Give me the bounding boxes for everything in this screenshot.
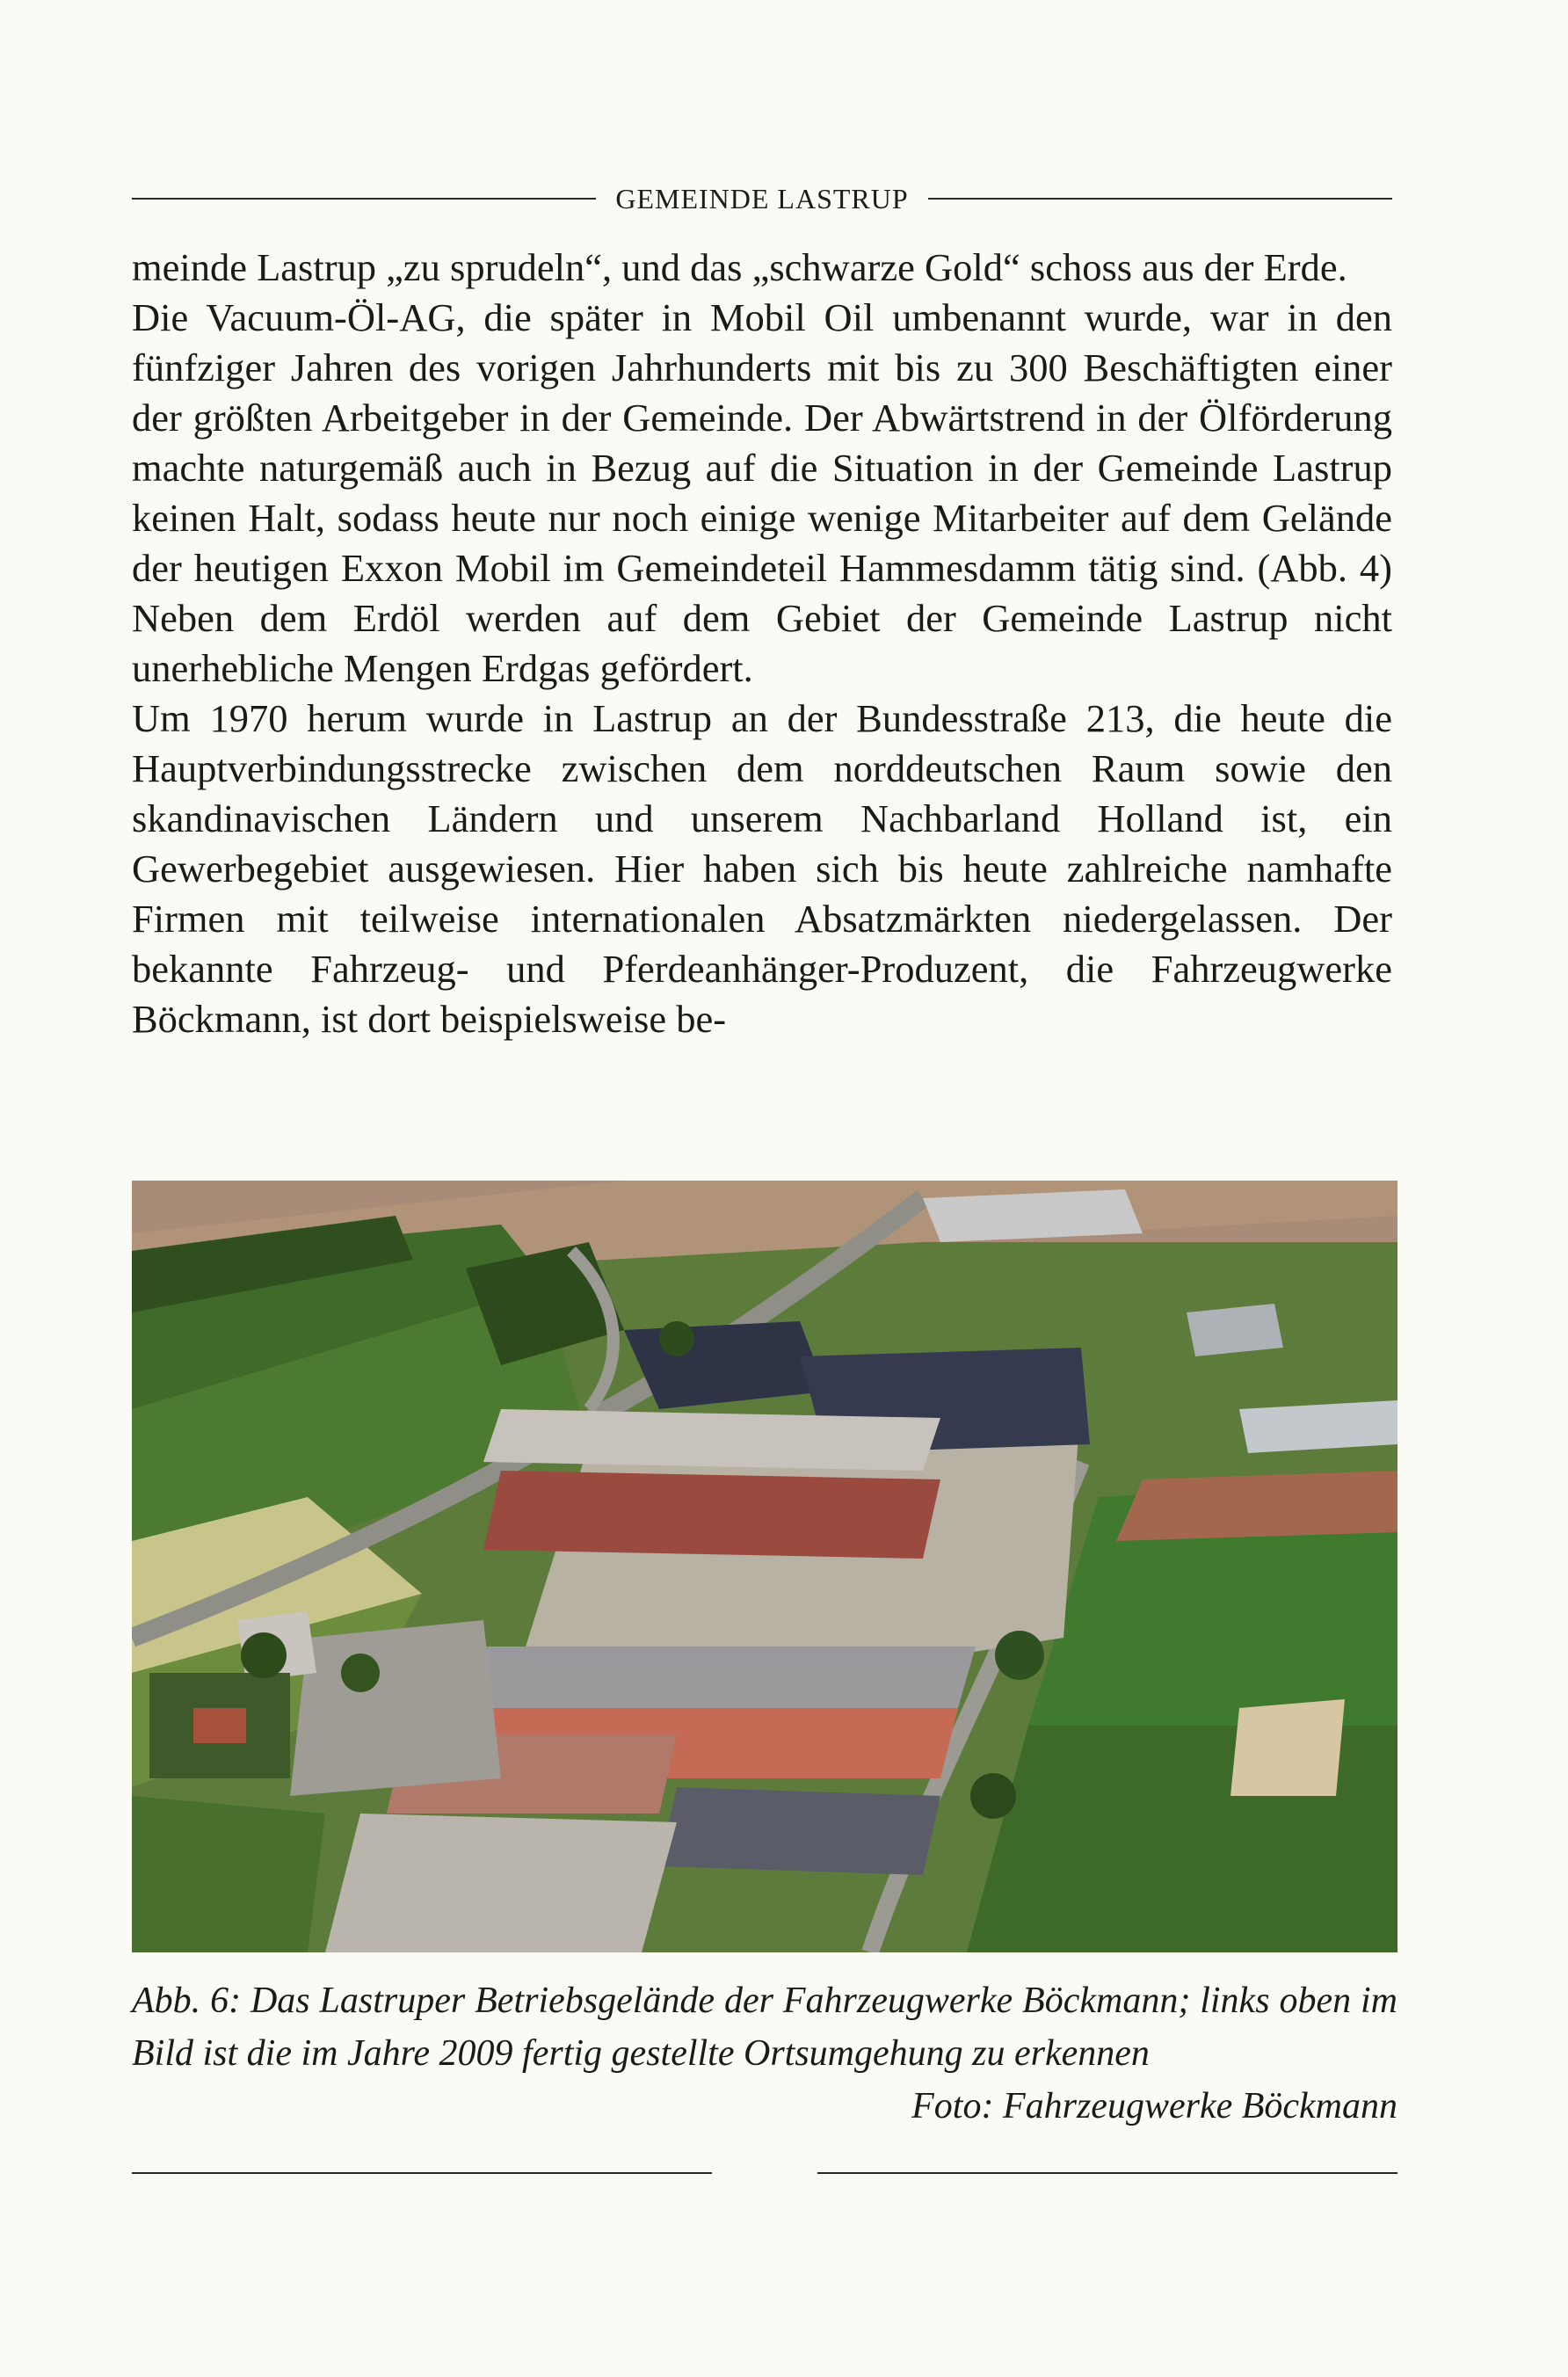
photo-credit: Foto: Fahrzeugwerke Böckmann (911, 2086, 1397, 2126)
footer-rule-left (132, 2172, 712, 2174)
header-rule-left (132, 198, 596, 200)
figure-caption (132, 1974, 1397, 2133)
paragraph-1: meinde Lastrup „zu sprudeln“, und das „schwarze Gold“ schoss aus der Erde. (132, 245, 1347, 289)
caption-text: Abb. 6: Das Lastruper Betriebsgelände der Fahrzeugwerke Böckmann; links oben im Bild ist die im Jahre 2009 fertig gestellte Ortsumgehung zu erkennen (132, 1981, 1397, 2074)
paragraph-3: Um 1970 herum wurde in Lastrup an der Bundesstraße 213, die heute die Hauptverbindungsstrecke zwischen dem norddeutschen Raum sowie den skandinavischen Ländern und unserem Nachbarland Holland ist, ein Gewerbegebiet ausgewiesen. Hier haben sich bis heute zahlreiche namhafte Firmen mit teilweise internationalen Absatzmärkten niedergelassen. Der bekannte Fahrzeug- und Pferdeanhänger-Produzent, die Fahrzeugwerke Böckmann, ist dort beispielsweise be- (132, 696, 1392, 1041)
page-footer (132, 2164, 1397, 2182)
body-text (132, 243, 1392, 1044)
aerial-photo (132, 1181, 1397, 1952)
header-title: GEMEINDE LASTRUP (615, 182, 909, 214)
paragraph-2: Die Vacuum-Öl-AG, die später in Mobil Oil umbenannt wurde, war in den fünfziger Jahren des vorigen Jahrhunderts mit bis zu 300 Beschäftigten einer der größten Arbeitgeber in der Gemeinde. Der Abwärtstrend in der Ölförderung machte naturgemäß auch in Bezug auf die Situation in der Gemeinde Lastrup keinen Halt, sodass heute nur noch einige wenige Mitarbeiter auf dem Gelände der heutigen Exxon Mobil im Gemeindeteil Hammesdamm tätig sind. (Abb. 4) Neben dem Erdöl werden auf dem Gebiet der Gemeinde Lastrup nicht unerhebliche Mengen Erdgas gefördert. (132, 295, 1392, 690)
running-header (132, 172, 1392, 225)
aerial-photo-illustration (132, 1181, 1397, 1952)
footer-rule-right (817, 2172, 1397, 2174)
header-rule-right (928, 198, 1392, 200)
